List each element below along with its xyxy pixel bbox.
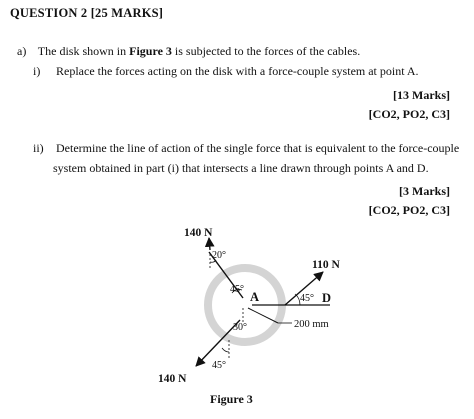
sub-i-marks: [13 Marks] bbox=[393, 88, 450, 102]
angle-top-label: 20° bbox=[212, 250, 226, 261]
figure-reference: Figure 3 bbox=[129, 44, 172, 58]
force-top-arrow bbox=[209, 238, 210, 250]
angle-a-lower-label: 30° bbox=[233, 322, 247, 333]
part-a-suffix: is subjected to the forces of the cables. bbox=[171, 44, 361, 58]
part-a-text bbox=[17, 44, 360, 59]
sub-i-text: Replace the forces acting on the disk with a force-couple system at point A. bbox=[56, 64, 419, 78]
force-top-label: 140 N bbox=[184, 227, 213, 239]
dimension-label: 200 mm bbox=[294, 319, 329, 330]
sub-ii-marks: [3 Marks] bbox=[399, 184, 450, 198]
sub-ii-text-line2: system obtained in part (i) that intersects a line drawn through points A and D. bbox=[53, 161, 429, 175]
angle-d-label: 45° bbox=[300, 293, 314, 304]
figure-caption: Figure 3 bbox=[210, 392, 253, 406]
point-a-label: A bbox=[250, 290, 260, 304]
angle-a-upper-label: 45° bbox=[230, 284, 244, 295]
part-a-prefix: The disk shown in bbox=[37, 44, 130, 58]
sub-ii-label: ii) bbox=[33, 141, 44, 155]
sub-i-outcomes: [CO2, PO2, C3] bbox=[368, 107, 450, 121]
point-d-label: D bbox=[322, 291, 332, 305]
sub-i-label: i) bbox=[33, 64, 41, 78]
sub-ii-outcomes: [CO2, PO2, C3] bbox=[368, 203, 450, 217]
angle-bottom-label: 45° bbox=[212, 360, 226, 371]
force-bottom-label: 140 N bbox=[158, 373, 187, 385]
radius-line bbox=[248, 308, 278, 323]
figure-3-diagram bbox=[150, 220, 360, 390]
part-a-label: a) bbox=[17, 44, 27, 58]
angle-bottom-arc bbox=[222, 348, 229, 352]
force-right-label: 110 N bbox=[312, 259, 340, 271]
sub-question-ii bbox=[33, 141, 459, 156]
question-title: QUESTION 2 [25 MARKS] bbox=[10, 6, 164, 20]
sub-ii-text-line1: Determine the line of action of the single force that is equivalent to the force-couple bbox=[56, 141, 460, 155]
sub-question-i bbox=[33, 64, 419, 79]
